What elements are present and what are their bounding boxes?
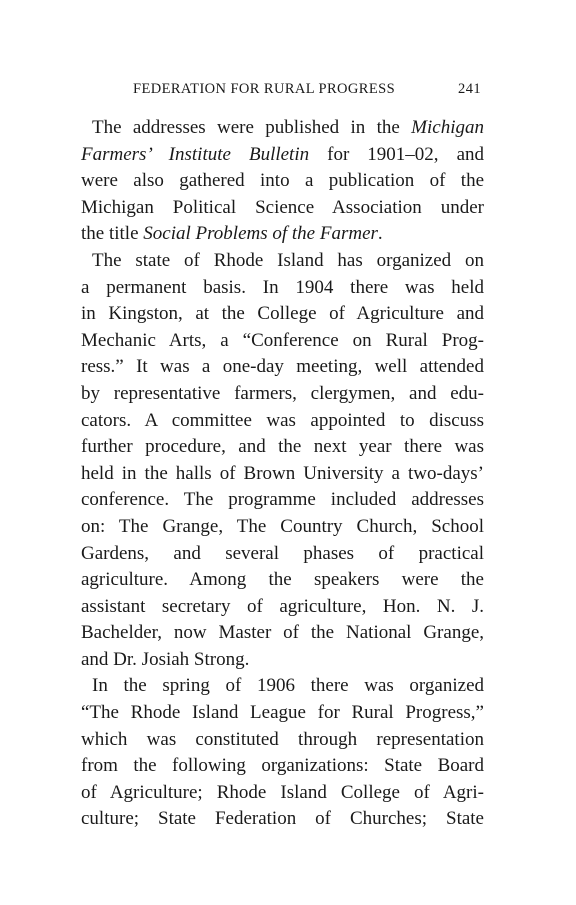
text-segment: were also gathered into a publication of the — [81, 170, 484, 192]
text-segment: a permanent basis. In 1904 there was held — [81, 276, 484, 298]
text-segment: culture; State Federation of Churches; State — [81, 808, 484, 830]
text-line — [81, 328, 484, 355]
text-line — [81, 594, 484, 621]
text-line — [81, 541, 484, 568]
text-line — [81, 408, 484, 435]
text-segment: which was constituted through representation — [81, 728, 484, 750]
text-line — [81, 248, 484, 275]
text-segment: in Kingston, at the College of Agriculture and — [81, 303, 484, 325]
text-line — [81, 221, 484, 248]
text-line — [81, 753, 484, 780]
running-head — [133, 81, 481, 103]
text-segment: for 1901–02, and — [309, 143, 484, 165]
text-segment: of Agriculture; Rhode Island College of Agri- — [81, 781, 484, 803]
text-segment: The state of Rhode Island has organized on — [92, 249, 484, 271]
text-segment: cators. A committee was appointed to discuss — [81, 409, 484, 431]
text-line — [81, 806, 484, 833]
text-line — [81, 567, 484, 594]
text-segment: and Dr. Josiah Strong. — [81, 648, 250, 670]
text-line — [81, 647, 484, 674]
text-line — [81, 168, 484, 195]
text-line — [81, 115, 484, 142]
text-line — [81, 195, 484, 222]
text-segment: further procedure, and the next year there was — [81, 436, 484, 458]
running-head-title: FEDERATION FOR RURAL PROGRESS — [133, 81, 396, 97]
text-line — [81, 461, 484, 488]
text-segment: Bachelder, now Master of the National Grange, — [81, 622, 484, 644]
italic-text: Farmers’ Institute Bulletin — [81, 143, 310, 165]
text-segment: The addresses were published in the — [92, 117, 412, 138]
text-segment: Michigan Political Science Association under — [81, 196, 484, 218]
text-segment: In the spring of 1906 there was organized — [92, 675, 484, 697]
text-segment: agriculture. Among the speakers were the — [81, 569, 484, 591]
text-line — [81, 673, 484, 700]
text-line — [81, 142, 484, 169]
body-text — [81, 115, 484, 833]
italic-text: Social Problems of the Farmer — [143, 223, 378, 245]
text-line — [81, 487, 484, 514]
text-line — [81, 620, 484, 647]
text-segment: . — [377, 223, 383, 245]
text-line — [81, 780, 484, 807]
text-line — [81, 381, 484, 408]
text-segment: “The Rhode Island League for Rural Progress,” — [81, 702, 484, 724]
text-segment: the title — [81, 223, 144, 245]
text-segment: conference. The programme included addresses — [81, 489, 484, 511]
page-number: 241 — [458, 81, 481, 97]
text-line — [81, 727, 484, 754]
text-line — [81, 700, 484, 727]
text-line — [81, 301, 484, 328]
text-line — [81, 434, 484, 461]
text-segment: by representative farmers, clergymen, and edu- — [81, 382, 484, 404]
text-segment: Mechanic Arts, a “Conference on Rural Prog- — [81, 329, 484, 351]
text-segment: held in the halls of Brown University a two-days’ — [81, 462, 484, 484]
text-line — [81, 275, 484, 302]
italic-text: Michigan — [411, 117, 484, 138]
text-segment: assistant secretary of agriculture, Hon. N. J. — [81, 595, 484, 617]
text-line — [81, 354, 484, 381]
text-segment: ress.” It was a one-day meeting, well attended — [81, 356, 484, 378]
text-line — [81, 514, 484, 541]
text-segment: from the following organizations: State Board — [81, 755, 484, 777]
text-segment: on: The Grange, The Country Church, School — [81, 515, 484, 537]
text-segment: Gardens, and several phases of practical — [81, 542, 484, 564]
